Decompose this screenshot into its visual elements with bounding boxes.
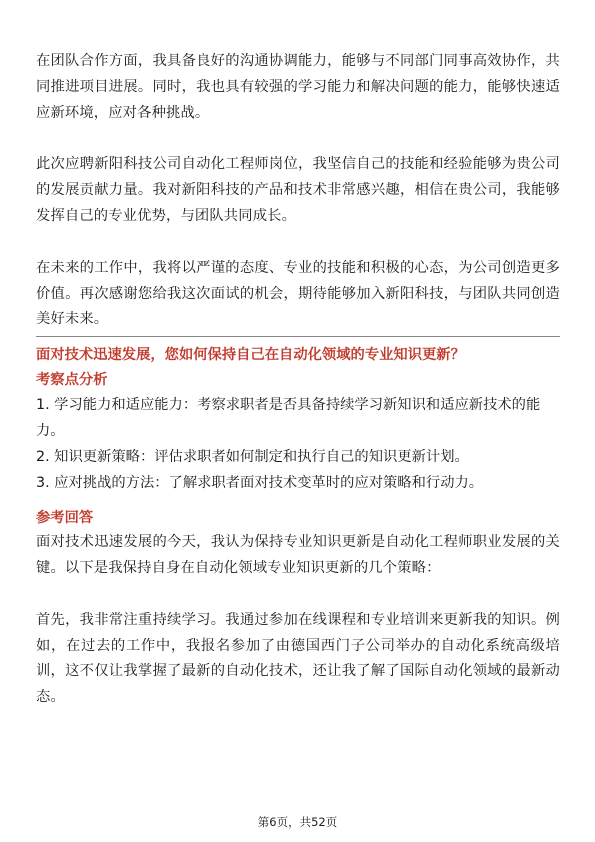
answer-paragraph-intro: 面对技术迅速发展的今天，我认为保持专业知识更新是自动化工程师职业发展的关键。以下是我保持自身在自动化领域专业知识更新的几个策略：	[36, 534, 560, 576]
paragraph-teamwork: 在团队合作方面，我具备良好的沟通协调能力，能够与不同部门同事高效协作，共同推进项目进展。同时，我也具有较强的学习能力和解决问题的能力，能够快速适应新环境，应对各种挑战。	[36, 53, 560, 121]
question-title: 面对技术迅速发展，您如何保持自己在自动化领域的专业知识更新？	[36, 347, 465, 364]
document-page	[36, 49, 560, 711]
paragraph-application: 此次应聘新阳科技公司自动化工程师岗位，我坚信自己的技能和经验能够为贵公司的发展贡献力量。我对新阳科技的产品和技术非常感兴趣，相信在贵公司，我能够发挥自己的专业优势，与团队共同成长。	[36, 156, 560, 224]
analysis-item: 3. 应对挑战的方法：了解求职者面对技术变革时的应对策略和行动力。	[36, 475, 484, 492]
answer-paragraph-learning: 首先，我非常注重持续学习。我通过参加在线课程和专业培训来更新我的知识。例如，在过去的工作中，我报名参加了由德国西门子公司举办的自动化系统高级培训，这不仅让我掌握了最新的自动化技术，还让我了解了国际自动化领域的最新动态。	[36, 611, 560, 706]
paragraph-future: 在未来的工作中，我将以严谨的态度、专业的技能和积极的心态，为公司创造更多价值。再次感谢您给我这次面试的机会，期待能够加入新阳科技，与团队共同创造美好未来。	[36, 259, 560, 328]
analysis-item: 2. 知识更新策略：评估求职者如何制定和执行自己的知识更新计划。	[36, 449, 469, 466]
answer-heading: 参考回答	[36, 510, 94, 527]
page-number-footer: 第6页，共52页	[257, 815, 338, 829]
section-divider	[36, 336, 560, 337]
analysis-item: 1. 学习能力和适应能力：考察求职者是否具备持续学习新知识和适应新技术的能力。	[36, 397, 541, 440]
analysis-heading: 考察点分析	[36, 372, 108, 389]
